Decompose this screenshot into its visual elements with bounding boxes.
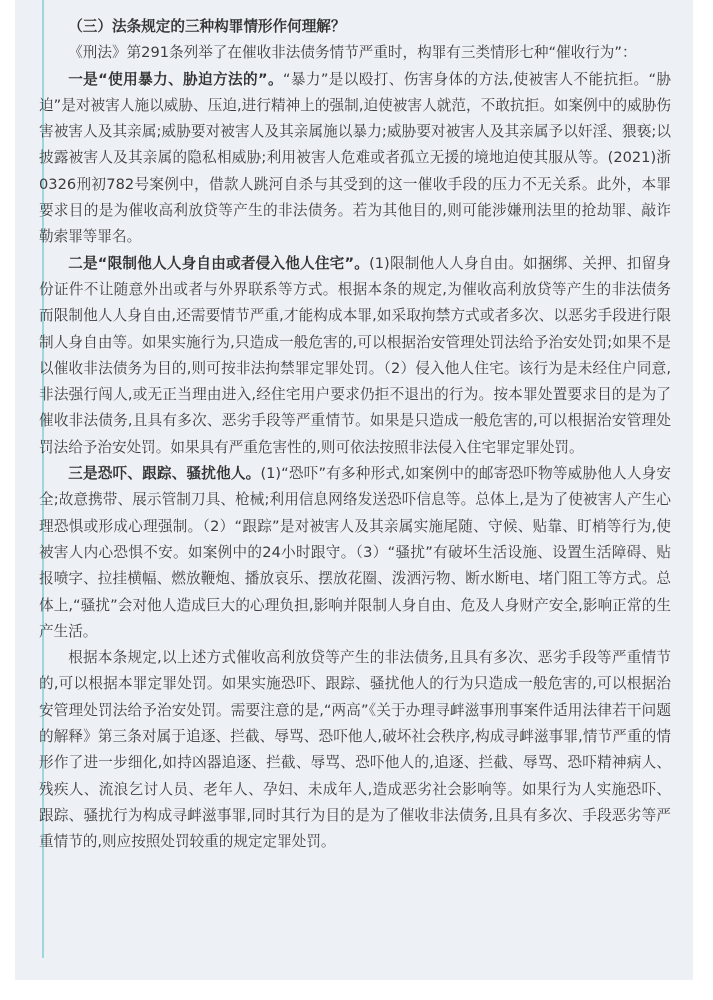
paragraph-lead: 二是“限制他人人身自由或者侵入他人住宅”。 bbox=[68, 254, 370, 272]
intro-paragraph: 《刑法》第291条列举了在催收非法债务情节严重时，构罪有三类情形七种“催收行为”： bbox=[68, 44, 637, 62]
section-heading: （三）法条规定的三种构罪情形作何理解？ bbox=[68, 18, 346, 35]
article-panel bbox=[15, 0, 693, 980]
paragraph-restrict-freedom bbox=[39, 251, 671, 461]
paragraph-body: (1)“恐吓”有多种形式,如案例中的邮寄恐吓物等威胁他人人身安全;故意携带、展示管制刀具、枪械;利用信息网络发送恐吓信息等。总体上,是为了使被害人产生心理恐惧或形成心理强制。（2）“跟踪”是对被害人及其亲属实施尾随、守候、贴靠、盯梢等行为,使被害人内心恐惧不安。如案例中的24小时跟守。（3）“骚扰”有破坏生活设施、设置生活障碍、贴报喷字、拉挂横幅、燃放鞭炮、播放哀乐、摆放花圈、泼洒污物、断水断电、堵门阻工等方式。总体上,“骚扰”会对他人造成巨大的心理负担,影响并限制人身自由、危及人身财产安全,影响正常的生产生活。 bbox=[39, 465, 671, 640]
paragraph-body: “暴力”是以殴打、伤害身体的方法,使被害人不能抗拒。“胁迫”是对被害人施以威胁、压迫,进行精神上的强制,迫使被害人就范，不敢抗拒。如案例中的威胁伤害被害人及其亲属;威胁要对被害人及其亲属施以暴力;威胁要对被害人及其亲属予以奸淫、猥亵;以披露被害人及其亲属的隐私相威胁;利用被害人危难或者孤立无援的境地迫使其服从等。(2021)浙0326刑初782号案例中，借款人跳河自杀与其受到的这一催收手段的压力不无关系。此外，本罪要求目的是为催收高利放贷等产生的非法债务。若为其他目的,则可能涉嫌刑法里的抢劫罪、敲诈勒索罪等罪名。 bbox=[39, 70, 671, 246]
paragraph-lead: 一是“使用暴力、胁迫方法的”。 bbox=[68, 70, 283, 88]
article-content bbox=[39, 14, 671, 856]
paragraph-conclusion bbox=[39, 645, 671, 855]
paragraph-intimidation bbox=[39, 461, 671, 645]
paragraph-body: (1)限制他人人身自由。如捆绑、关押、扣留身份证件不让随意外出或者与外界联系等方式。根据本条的规定,为催收高利放贷等产生的非法债务而限制他人人身自由,还需要情节严重,才能构成本罪,如采取拘禁方式或者多次、以恶劣手段进行限制人身自由等。如果实施行为,只造成一般危害的,可以根据治安管理处罚法给予治安处罚;如果不是以催收非法债务为目的,则可按非法拘禁罪定罪处罚。（2）侵入他人住宅。该行为是未经住户同意,非法强行闯人,或无正当理由进入,经住宅用户要求仍拒不退出的行为。按本罪处置要求目的是为了催收非法债务,且具有多次、恶劣手段等严重情节。如果是只造成一般危害的,可以根据治安管理处罚法给予治安处罚。如果具有严重危害性的,则可依法按照非法侵入住宅罪定罪处罚。 bbox=[39, 254, 671, 456]
paragraph-lead: 三是恐吓、跟踪、骚扰他人。 bbox=[68, 465, 261, 483]
paragraph-body: 根据本条规定,以上述方式催收高利放贷等产生的非法债务,且具有多次、恶劣手段等严重情节的,可以根据本罪定罪处罚。如果实施恐吓、跟踪、骚扰他人的行为只造成一般危害的,可以根据治安管理处罚法给予治安处罚。需要注意的是,“两高”《关于办理寻衅滋事刑事案件适用法律若干问题的解释》第三条对属于追逐、拦截、辱骂、恐吓他人,破坏社会秩序,构成寻衅滋事罪,情节严重的情形作了进一步细化,如持凶器追逐、拦截、辱骂、恐吓他人的,追逐、拦截、辱骂、恐吓精神病人、残疾人、流浪乞讨人员、老年人、孕妇、未成年人,造成恶劣社会影响等。如果行为人实施恐吓、跟踪、骚扰行为构成寻衅滋事罪,同时其行为目的是为了催收非法债务,且具有多次、手段恶劣等严重情节的,则应按照处罚较重的规定定罪处罚。 bbox=[39, 649, 671, 851]
paragraph-violence bbox=[39, 67, 671, 251]
